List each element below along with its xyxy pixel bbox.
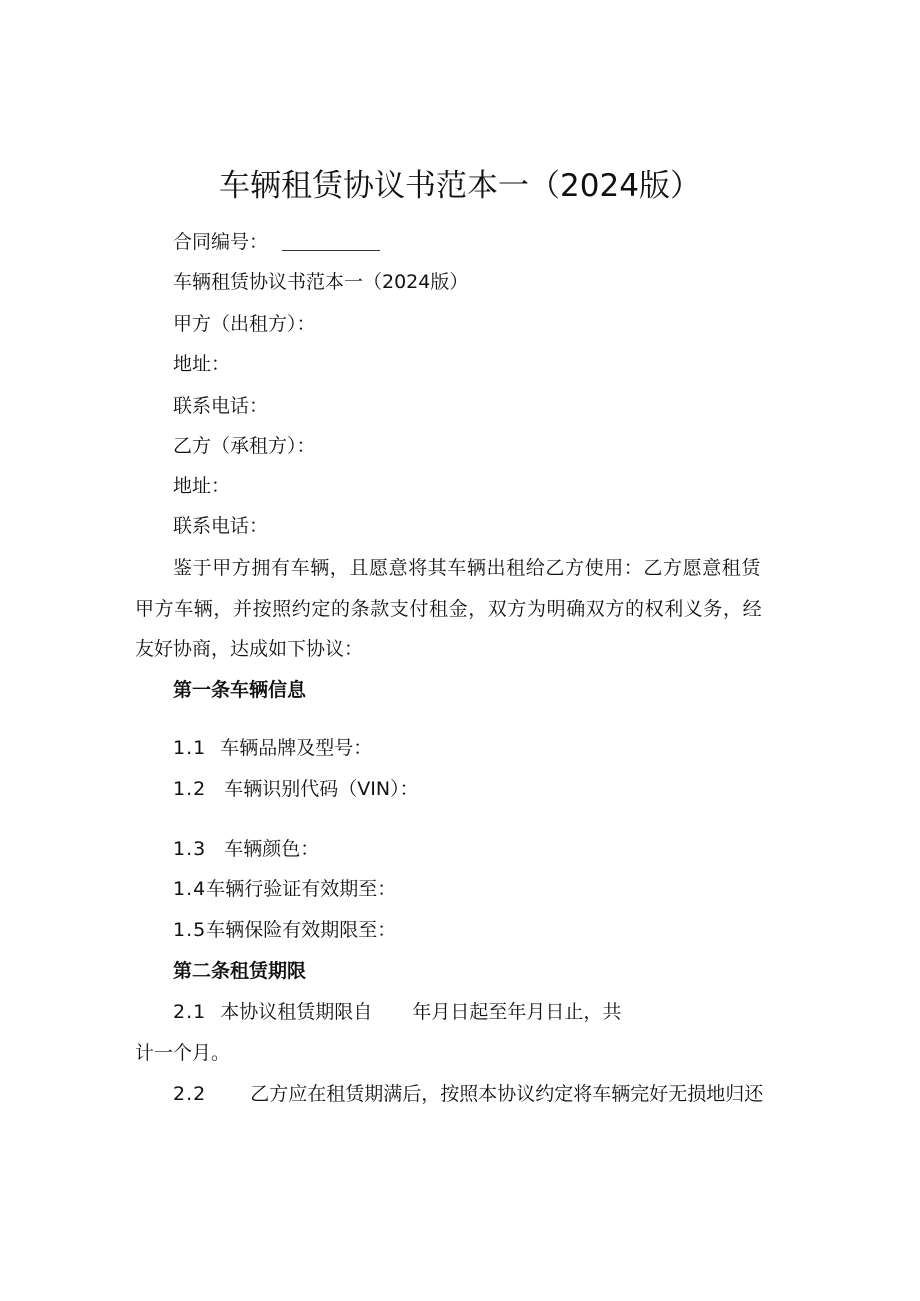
contract-number-blank[interactable] (282, 232, 380, 251)
article-2-item-1 (173, 1000, 621, 1024)
item-text: 车辆颜色： (224, 838, 320, 860)
item-number: 1.4 (173, 878, 207, 900)
contract-number-line (173, 230, 380, 254)
party-a-phone: 联系电话： (173, 395, 269, 417)
item-number: 2.1 (173, 1001, 207, 1023)
article-1-item-4 (173, 877, 396, 901)
preamble-line-1: 鉴于甲方拥有车辆，且愿意将其车辆出租给乙方使用：乙方愿意租赁 (173, 557, 762, 579)
article-1-item-1 (173, 736, 372, 760)
item-number: 2.2 (173, 1083, 207, 1105)
article-1-item-5 (173, 918, 396, 942)
article-2-item-2 (173, 1082, 763, 1106)
item-text: 车辆保险有效期限至： (206, 919, 397, 941)
item-number: 1.3 (173, 838, 207, 860)
item-text-a: 本协议租赁期限自 (220, 1001, 373, 1023)
party-a-label: 甲方（出租方）： (173, 313, 316, 335)
preamble-line-2: 甲方车辆，并按照约定的条款支付租金，双方为明确双方的权利义务，经 (135, 598, 763, 620)
item-text: 车辆行验证有效期至： (206, 878, 397, 900)
contract-number-label: 合同编号： (173, 231, 269, 253)
party-a-address: 地址： (173, 353, 231, 375)
item-number: 1.5 (173, 919, 207, 941)
document-subtitle: 车辆租赁协议书范本一（2024版） (173, 271, 469, 293)
item-text-b: 年月日起至年月日止，共 (412, 1001, 622, 1023)
party-b-phone: 联系电话： (173, 515, 269, 537)
item-text: 车辆品牌及型号： (220, 737, 373, 759)
preamble-line-3: 友好协商，达成如下协议： (135, 638, 364, 660)
party-b-address: 地址： (173, 475, 231, 497)
article-2-item-1-continued: 计一个月。 (135, 1042, 231, 1064)
article-2-heading: 第二条租赁期限 (173, 960, 307, 982)
article-1-item-3 (173, 837, 319, 861)
document-title: 车辆租赁协议书范本一（2024版） (219, 168, 701, 204)
article-1-heading: 第一条车辆信息 (173, 679, 307, 701)
item-text: 车辆识别代码（VIN）： (224, 778, 419, 800)
item-number: 1.2 (173, 778, 207, 800)
party-b-label: 乙方（承租方）： (173, 435, 316, 457)
item-text: 乙方应在租赁期满后，按照本协议约定将车辆完好无损地归还 (250, 1083, 764, 1105)
item-number: 1.1 (173, 737, 207, 759)
article-1-item-2 (173, 777, 419, 801)
